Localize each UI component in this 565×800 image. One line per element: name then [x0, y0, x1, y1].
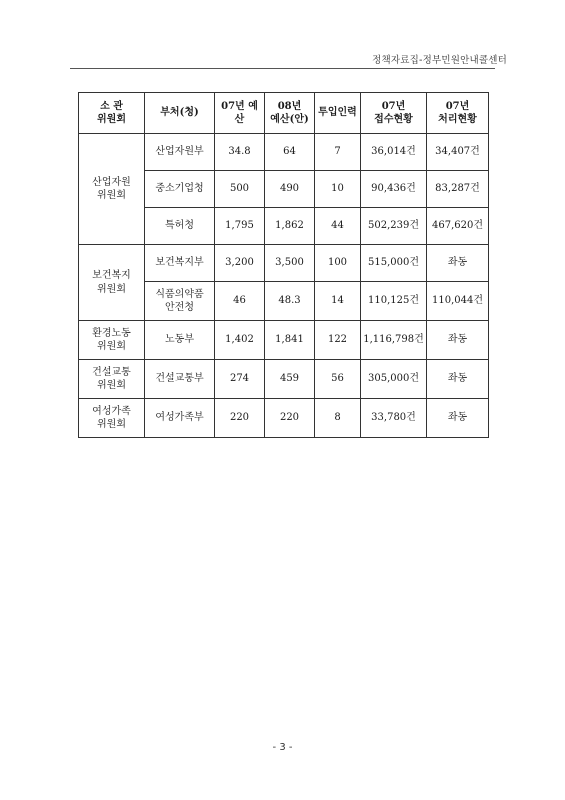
budget-07-cell: 1,795 [215, 208, 265, 245]
budget-07-cell: 34.8 [215, 134, 265, 171]
staff-cell: 44 [315, 208, 361, 245]
received-07-cell: 33,780건 [361, 399, 427, 438]
budget-07-cell: 46 [215, 282, 265, 321]
complaint-center-table [78, 92, 489, 438]
committee-cell: 여성가족 위원회 [79, 399, 145, 438]
table-row [79, 399, 489, 438]
received-07-cell: 36,014건 [361, 134, 427, 171]
processed-07-cell: 110,044건 [427, 282, 489, 321]
committee-cell: 건설교통 위원회 [79, 360, 145, 399]
budget-08-cell: 459 [265, 360, 315, 399]
received-07-cell: 502,239건 [361, 208, 427, 245]
budget-08-cell: 48.3 [265, 282, 315, 321]
received-07-cell: 305,000건 [361, 360, 427, 399]
committee-cell: 보건복지 위원회 [79, 245, 145, 321]
budget-08-cell: 64 [265, 134, 315, 171]
processed-07-cell: 467,620건 [427, 208, 489, 245]
staff-cell: 8 [315, 399, 361, 438]
table-row [79, 134, 489, 171]
committee-cell: 산업자원 위원회 [79, 134, 145, 245]
processed-07-cell: 좌동 [427, 360, 489, 399]
staff-cell: 56 [315, 360, 361, 399]
header-divider [70, 68, 495, 69]
received-07-cell: 515,000건 [361, 245, 427, 282]
ministry-cell: 노동부 [145, 321, 215, 360]
budget-08-cell: 490 [265, 171, 315, 208]
staff-cell: 14 [315, 282, 361, 321]
column-header: 투입인력 [315, 93, 361, 134]
processed-07-cell: 83,287건 [427, 171, 489, 208]
staff-cell: 122 [315, 321, 361, 360]
received-07-cell: 1,116,798건 [361, 321, 427, 360]
ministry-cell: 식품의약품 안전청 [145, 282, 215, 321]
committee-cell: 환경노동 위원회 [79, 321, 145, 360]
processed-07-cell: 좌동 [427, 399, 489, 438]
ministry-cell: 보건복지부 [145, 245, 215, 282]
budget-08-cell: 1,862 [265, 208, 315, 245]
ministry-cell: 여성가족부 [145, 399, 215, 438]
table-header-row [79, 93, 489, 134]
column-header: 07년 접수현황 [361, 93, 427, 134]
table-row [79, 360, 489, 399]
budget-08-cell: 3,500 [265, 245, 315, 282]
processed-07-cell: 좌동 [427, 245, 489, 282]
received-07-cell: 110,125건 [361, 282, 427, 321]
column-header: 소 관 위원회 [79, 93, 145, 134]
budget-08-cell: 220 [265, 399, 315, 438]
column-header: 08년 예산(안) [265, 93, 315, 134]
page-number: - 3 - [272, 742, 293, 753]
received-07-cell: 90,436건 [361, 171, 427, 208]
column-header: 07년 예산 [215, 93, 265, 134]
table-row [79, 245, 489, 282]
staff-cell: 100 [315, 245, 361, 282]
budget-07-cell: 3,200 [215, 245, 265, 282]
ministry-cell: 특허청 [145, 208, 215, 245]
staff-cell: 7 [315, 134, 361, 171]
budget-07-cell: 1,402 [215, 321, 265, 360]
budget-07-cell: 220 [215, 399, 265, 438]
budget-07-cell: 500 [215, 171, 265, 208]
budget-07-cell: 274 [215, 360, 265, 399]
staff-cell: 10 [315, 171, 361, 208]
page-header-title: 정책자료집-정부민원안내콜센터 [372, 55, 507, 66]
budget-08-cell: 1,841 [265, 321, 315, 360]
column-header: 07년 처리현황 [427, 93, 489, 134]
ministry-cell: 산업자원부 [145, 134, 215, 171]
table-row [79, 321, 489, 360]
column-header: 부처(청) [145, 93, 215, 134]
ministry-cell: 건설교통부 [145, 360, 215, 399]
processed-07-cell: 34,407건 [427, 134, 489, 171]
ministry-cell: 중소기업청 [145, 171, 215, 208]
processed-07-cell: 좌동 [427, 321, 489, 360]
